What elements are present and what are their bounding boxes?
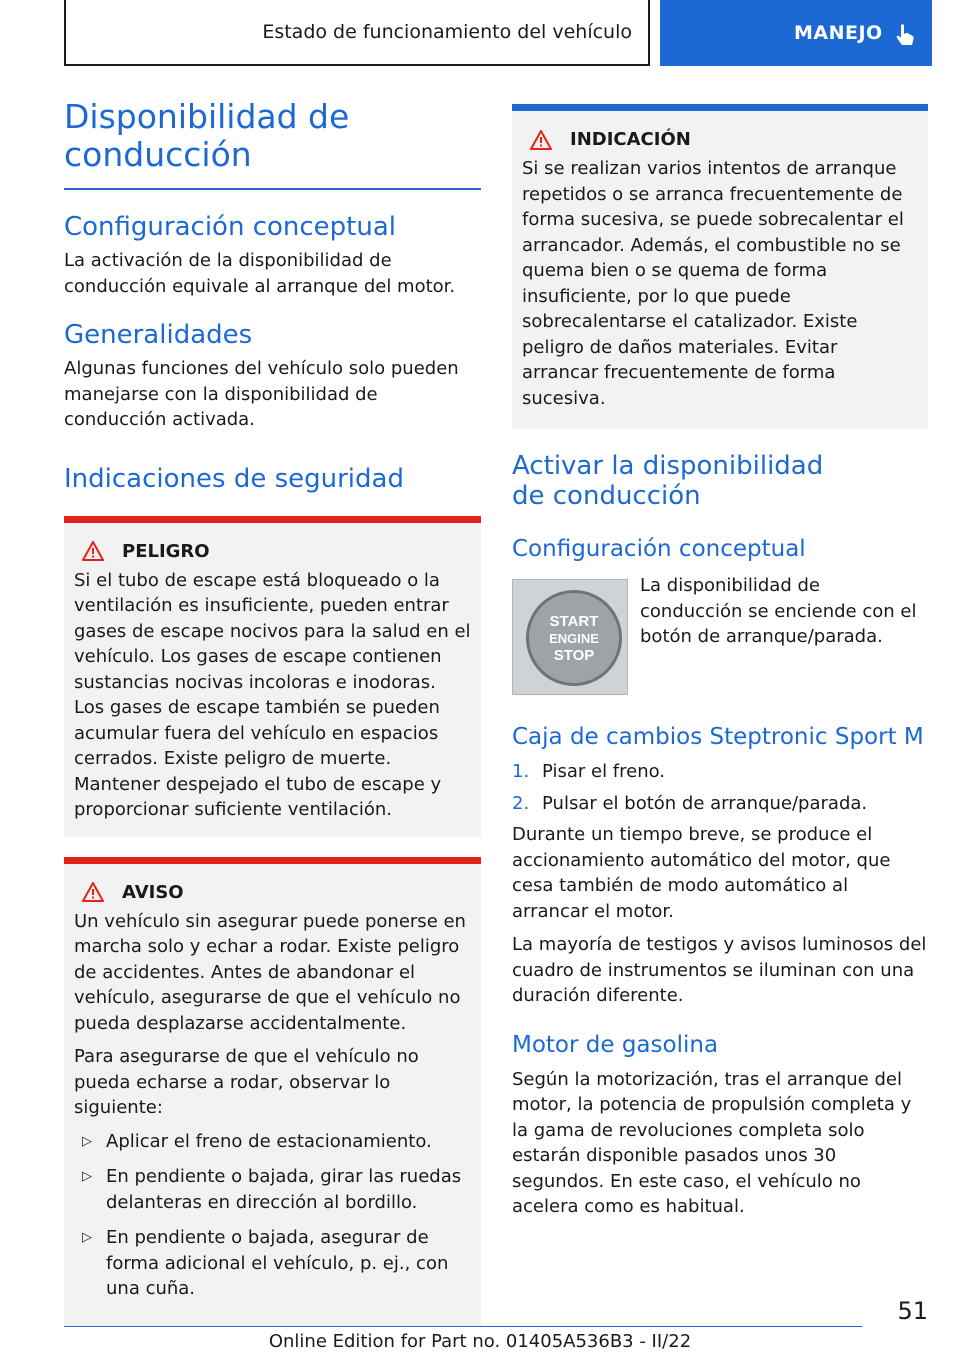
- danger-label: PELIGRO: [122, 540, 210, 562]
- notice-label: INDICACIÓN: [570, 129, 691, 150]
- concept-heading: Configuración conceptual: [64, 212, 396, 242]
- warning-box: [64, 857, 481, 1326]
- warning-text-1: Un vehículo sin asegurar puede ponerse en marcha solo y echar a rodar. Existe peligro de accidentes. Antes de abandonar el vehículo, asegurarse de que el vehículo no pueda desplazarse accidentalmente.: [74, 910, 466, 1034]
- safety-heading: Indicaciones de seguridad: [64, 463, 404, 494]
- triangle-bullet-icon: ▷: [82, 1230, 92, 1245]
- title-divider: [64, 188, 481, 190]
- petrol-text: Según la motorización, tras el arranque del motor, la potencia de propulsión completa y la gama de revoluciones completa solo estarán disponible pasados unos 30 segundos. En este caso, el vehículo no acelera como es habitual.: [512, 1068, 912, 1217]
- gearbox-text-1: Durante un tiempo breve, se produce el accionamiento automático del motor, que cesa también de modo automático al arrancar el motor.: [512, 824, 891, 922]
- warning-triangle-icon: [82, 882, 104, 902]
- left-column: [64, 98, 481, 1326]
- list-item: 2. Pulsar el botón de arranque/parada.: [512, 792, 868, 814]
- gearbox-text-2: La mayoría de testigos y avisos luminosos del cuadro de instrumentos se iluminan con una duración diferente.: [512, 934, 927, 1006]
- footer-divider: [64, 1326, 862, 1327]
- page-title: Disponibilidad de conducción: [64, 97, 350, 174]
- hand-pointer-icon: [892, 22, 918, 48]
- list-item: ▷ Aplicar el freno de estacionamiento.: [74, 1129, 471, 1155]
- header-section-box: [64, 0, 650, 66]
- header-section-title: Estado de funcionamiento del vehículo: [262, 21, 632, 43]
- concept-text-right: La disponibilidad de conducción se enciende con el botón de arranque/parada.: [640, 575, 917, 647]
- concept-heading-right: Configuración conceptual: [512, 536, 806, 562]
- list-item: 1. Pisar el freno.: [512, 761, 666, 782]
- steps-list: [512, 759, 928, 816]
- general-text: Algunas funciones del vehículo solo pueden manejarse con la disponibilidad de conducción activada.: [64, 358, 459, 430]
- warning-list: [74, 1129, 471, 1302]
- concept-text: La activación de la disponibilidad de conducción equivale al arranque del motor.: [64, 250, 456, 297]
- activate-heading: Activar la disponibilidad de conducción: [512, 451, 824, 511]
- gearbox-heading: Caja de cambios Steptronic Sport M: [512, 724, 924, 750]
- warning-label: AVISO: [122, 881, 184, 903]
- notice-text: Si se realizan varios intentos de arranque repetidos o se arranca frecuentemente de forma sucesiva, se puede sobrecalentar el arrancador. Además, el combustible no se quema bien o se quema de forma insuficiente, por lo que puede sobrecalentarse el catalizador. Existe peligro de daños materiales. Evitar arrancar frecuentemente de forma sucesiva.: [522, 158, 904, 409]
- danger-text: Si el tubo de escape está bloqueado o la ventilación es insuficiente, pueden entrar gases de escape nocivos para la salud en el vehículo. Los gases de escape contienen sustancias nocivas incoloras e inodoras. Los gases de escape también se pueden acumular fuera del vehículo en espacios cerrados. Existe peligro de muerte. Mantener despejado el tubo de escape y proporcionar suficiente ventilación.: [74, 569, 471, 820]
- notice-box: [512, 104, 928, 429]
- start-stop-button-image: START ENGINE STOP: [512, 579, 628, 695]
- list-item: ▷ En pendiente o bajada, girar las ruedas delanteras en dirección al bordillo.: [74, 1164, 471, 1215]
- right-column: [512, 104, 928, 1220]
- list-item: ▷ En pendiente o bajada, asegurar de forma adicional el vehículo, p. ej., con una cuña.: [74, 1225, 471, 1302]
- header-chapter-title: MANEJO: [794, 22, 883, 44]
- triangle-bullet-icon: ▷: [82, 1133, 92, 1149]
- page-number: 51: [897, 1297, 928, 1325]
- general-heading: Generalidades: [64, 320, 253, 350]
- danger-box: [64, 516, 481, 837]
- triangle-bullet-icon: ▷: [82, 1169, 92, 1184]
- warning-text-2: Para asegurarse de que el vehículo no pueda echarse a rodar, observar lo siguiente:: [74, 1046, 419, 1118]
- header-chapter-tab[interactable]: [660, 0, 932, 66]
- warning-triangle-icon: [82, 541, 104, 561]
- warning-triangle-icon: [530, 130, 552, 150]
- footer-edition: Online Edition for Part no. 01405A536B3 - II/22: [268, 1331, 692, 1352]
- petrol-heading: Motor de gasolina: [512, 1031, 719, 1058]
